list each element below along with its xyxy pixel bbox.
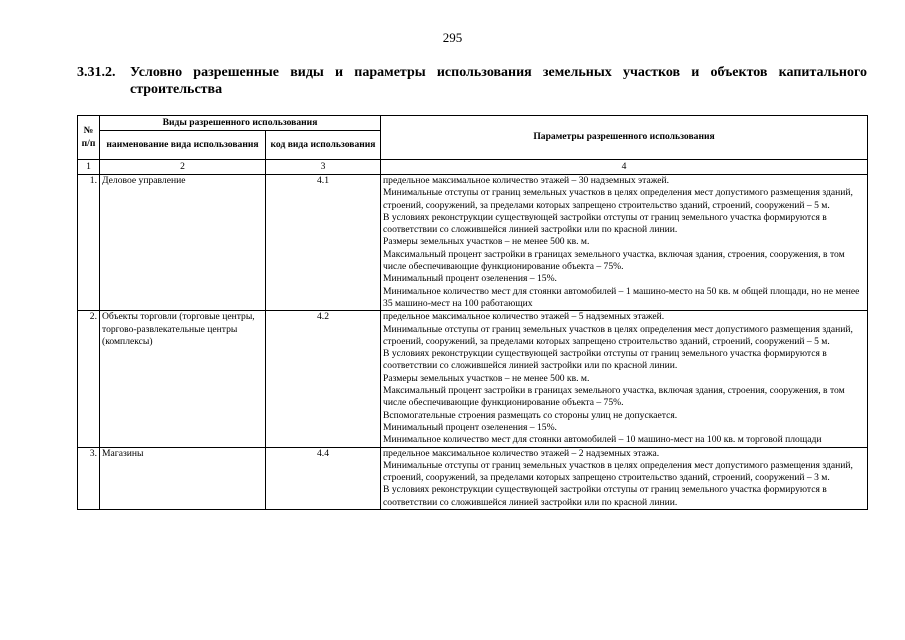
use-name: Объекты торговли (торговые центры, торгово-развлекательные центры (комплексы) bbox=[100, 311, 266, 447]
use-code: 4.1 bbox=[266, 175, 381, 311]
section-number: 3.31.2. bbox=[77, 65, 116, 80]
table-row bbox=[78, 447, 868, 509]
param-line: предельное максимальное количество этажей – 30 надземных этажей. bbox=[383, 175, 670, 186]
param-line: Вспомогательные строения размещать со стороны улиц не допускается. bbox=[383, 409, 678, 421]
header-code: код вида использования bbox=[266, 131, 381, 160]
column-numbers-row bbox=[78, 160, 868, 175]
param-line: Минимальные отступы от границ земельных участков в целях определения мест допустимого размещения зданий, строений, сооружений, за пределами которых запрещено строительство зданий, строений, сооружений – 5 м. bbox=[383, 323, 853, 347]
column-number: 1 bbox=[78, 160, 100, 175]
param-line: предельное максимальное количество этажей – 5 надземных этажей. bbox=[383, 311, 665, 323]
column-number: 4 bbox=[381, 160, 868, 175]
page-number: 295 bbox=[442, 30, 463, 45]
param-line: В условиях реконструкции существующей застройки отступы от границ земельного участка формируются в соответствии со сложившейся линией застройки или по красной линии. bbox=[383, 211, 827, 236]
column-number: 2 bbox=[100, 160, 266, 175]
section-title: Условно разрешенные виды и параметры использования земельных участков и объектов капитального строительства bbox=[130, 65, 867, 97]
header-params: Параметры разрешенного использования bbox=[381, 116, 868, 160]
param-line: Минимальное количество мест для стоянки автомобилей – 1 машино-место на 50 кв. м общей площади, но не менее 35 машино-мест на 100 работающих bbox=[383, 285, 860, 309]
param-line: Максимальный процент застройки в границах земельного участка, включая здания, строения, сооружения, в том числе обеспечивающие функционирование объекта – 75%. bbox=[383, 248, 845, 273]
table-row bbox=[78, 311, 868, 447]
use-code: 4.2 bbox=[266, 311, 381, 447]
param-line: предельное максимальное количество этажей – 2 надземных этажа. bbox=[383, 447, 660, 459]
param-line: Минимальный процент озеленения – 15%. bbox=[383, 273, 557, 285]
row-number: 2. bbox=[78, 311, 100, 447]
use-params bbox=[381, 311, 868, 447]
use-name: Деловое управление bbox=[100, 175, 266, 311]
column-number: 3 bbox=[266, 160, 381, 175]
param-line: Максимальный процент застройки в границах земельного участка, включая здания, строения, сооружения, в том числе обеспечивающие функционирование объекта – 75%. bbox=[383, 385, 845, 409]
param-line: В условиях реконструкции существующей застройки отступы от границ земельного участка формируются в соответствии со сложившейся линией застройки или по красной линии. bbox=[383, 484, 827, 508]
param-line: В условиях реконструкции существующей застройки отступы от границ земельного участка формируются в соответствии со сложившейся линией застройки или по красной линии. bbox=[383, 348, 827, 372]
header-use-types-group: Виды разрешенного использования bbox=[100, 116, 381, 131]
use-params bbox=[381, 447, 868, 509]
table-body bbox=[78, 175, 868, 510]
param-line: Размеры земельных участков – не менее 500 кв. м. bbox=[383, 236, 590, 248]
row-number: 1. bbox=[78, 175, 100, 311]
header-num: № п/п bbox=[78, 116, 100, 160]
param-line: Размеры земельных участков – не менее 500 кв. м. bbox=[383, 372, 590, 384]
use-code: 4.4 bbox=[266, 447, 381, 509]
use-params bbox=[381, 175, 868, 311]
param-line: Минимальное количество мест для стоянки автомобилей – 10 машино-мест на 100 кв. м торговой площади bbox=[383, 434, 822, 446]
permitted-use-table bbox=[77, 115, 868, 510]
use-name: Магазины bbox=[100, 447, 266, 509]
section-heading bbox=[77, 64, 867, 98]
param-line: Минимальный процент озеленения – 15%. bbox=[383, 421, 557, 433]
param-line: Минимальные отступы от границ земельных участков в целях определения мест допустимого размещения зданий, строений, сооружений, за пределами которых запрещено строительство зданий, строений, сооружений – 3 м. bbox=[383, 459, 853, 484]
table-row bbox=[78, 175, 868, 311]
param-line: Минимальные отступы от границ земельных участков в целях определения мест допустимого размещения зданий, строений, сооружений, за пределами которых запрещено строительство зданий, строений, сооружений – 5 м. bbox=[383, 187, 853, 211]
row-number: 3. bbox=[78, 447, 100, 509]
header-name: наименование вида использования bbox=[100, 131, 266, 160]
